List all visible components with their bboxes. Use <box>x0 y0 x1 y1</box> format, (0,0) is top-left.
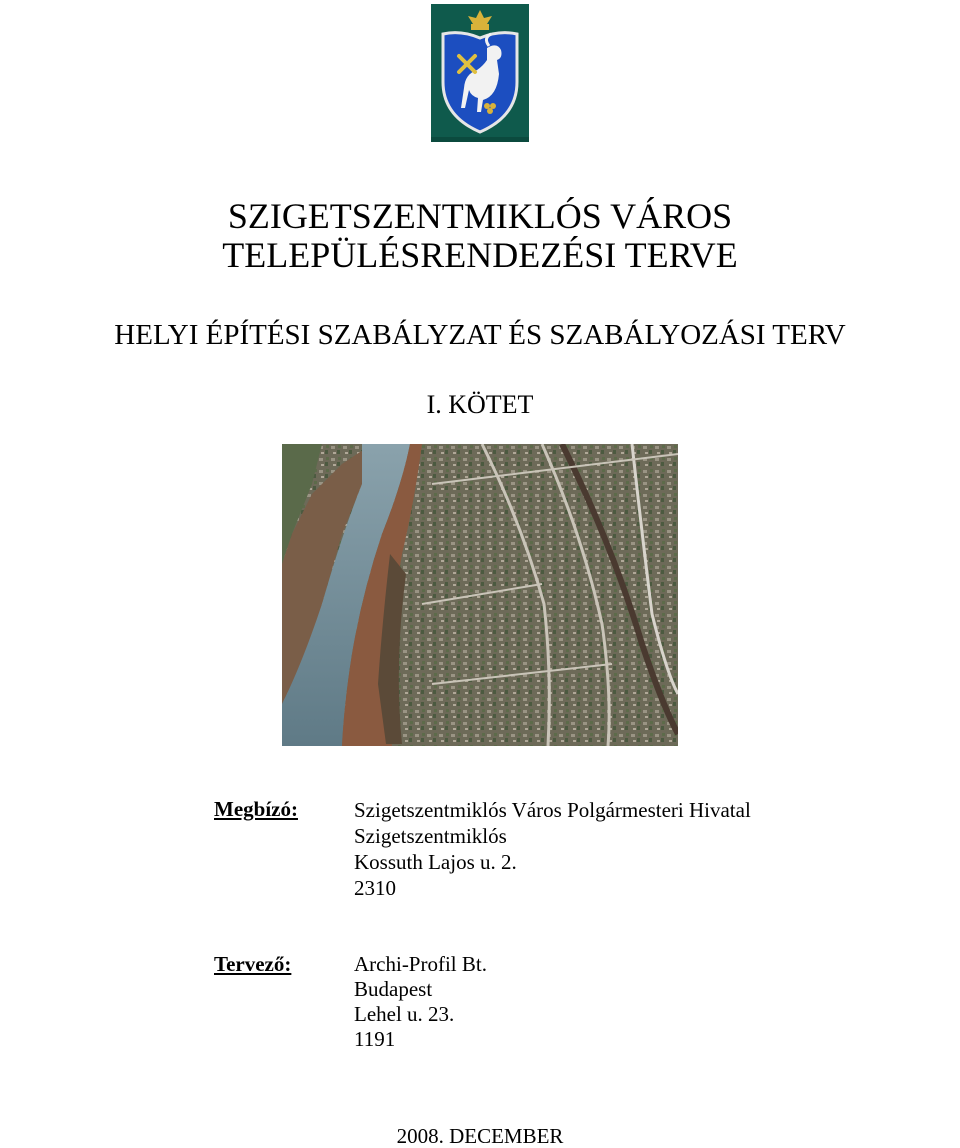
designer-line-3: Lehel u. 23. <box>354 1002 455 1026</box>
client-label: Megbízó: <box>214 797 298 821</box>
title-line-1: SZIGETSZENTMIKLÓS VÁROS <box>227 196 733 236</box>
designer-address <box>354 952 487 1052</box>
document-date: 2008. DECEMBER <box>396 1124 564 1148</box>
client-address <box>354 797 751 901</box>
designer-line-2: Budapest <box>354 977 433 1001</box>
volume-label: I. KÖTET <box>426 390 534 419</box>
subtitle: HELYI ÉPÍTÉSI SZABÁLYZAT ÉS SZABÁLYOZÁSI TERV <box>114 319 846 351</box>
client-line-1: Szigetszentmiklós Város Polgármesteri Hivatal <box>354 798 751 822</box>
aerial-photo <box>282 444 678 746</box>
client-line-3: Kossuth Lajos u. 2. <box>354 850 517 874</box>
title-line-2: TELEPÜLÉSRENDEZÉSI TERVE <box>222 235 738 275</box>
client-line-4: 2310 <box>354 876 396 900</box>
designer-label: Tervező: <box>214 952 292 976</box>
designer-line-1: Archi-Profil Bt. <box>354 952 487 976</box>
client-line-2: Szigetszentmiklós <box>354 824 507 848</box>
city-coat-of-arms <box>431 4 529 142</box>
designer-line-4: 1191 <box>354 1027 396 1051</box>
